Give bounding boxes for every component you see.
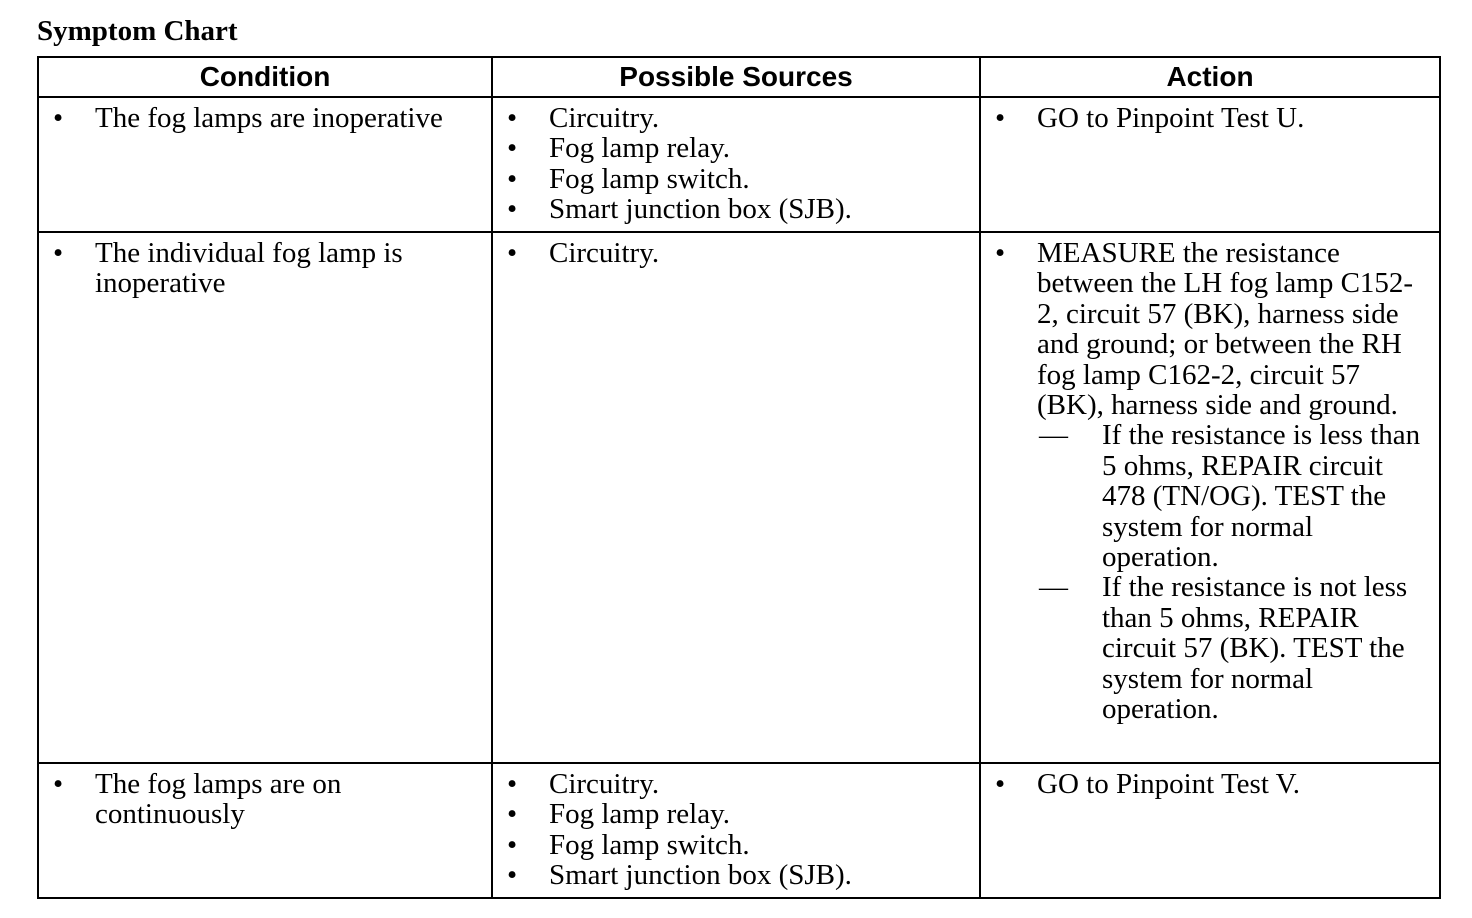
condition-cell	[38, 232, 492, 763]
action-item	[981, 238, 1433, 725]
table-row	[38, 763, 1440, 898]
column-header-action: Action	[980, 57, 1440, 97]
action-cell	[980, 97, 1440, 232]
source-item: • Circuitry.	[493, 238, 973, 268]
sub-action-item: — If the resistance is less than 5 ohms, REPAIR circuit 478 (TN/OG). TEST the system for normal operation.	[1037, 420, 1433, 572]
condition-text: • The fog lamps are inoperative	[39, 103, 485, 133]
sources-cell	[492, 97, 980, 232]
page-title: Symptom Chart	[37, 15, 238, 47]
source-item: • Fog lamp relay.	[493, 133, 973, 163]
action-text: MEASURE the resistance between the LH fog lamp C152-2, circuit 57 (BK), harness side and ground; or between the RH fog lamp C162-2, circuit 57 (BK), harness side and ground.	[1037, 237, 1414, 422]
source-item: • Circuitry.	[493, 103, 973, 133]
table-row	[38, 232, 1440, 763]
action-cell	[980, 763, 1440, 898]
condition-cell	[38, 97, 492, 232]
sub-action-item: — If the resistance is not less than 5 ohms, REPAIR circuit 57 (BK). TEST the system for normal operation.	[1037, 572, 1433, 724]
header-row	[38, 57, 1440, 97]
action-text: • GO to Pinpoint Test U.	[981, 103, 1433, 133]
sources-cell	[492, 763, 980, 898]
condition-text: • The individual fog lamp is inoperative	[39, 238, 485, 299]
source-item: • Fog lamp switch.	[493, 830, 973, 860]
column-header-condition: Condition	[38, 57, 492, 97]
source-item: • Circuitry.	[493, 769, 973, 799]
source-item: • Fog lamp relay.	[493, 799, 973, 829]
source-item: • Smart junction box (SJB).	[493, 860, 973, 890]
table-row	[38, 97, 1440, 232]
condition-cell	[38, 763, 492, 898]
source-item: • Smart junction box (SJB).	[493, 194, 973, 224]
action-cell	[980, 232, 1440, 763]
sources-cell	[492, 232, 980, 763]
condition-text: • The fog lamps are on continuously	[39, 769, 485, 830]
action-text: • GO to Pinpoint Test V.	[981, 769, 1433, 799]
source-item: • Fog lamp switch.	[493, 164, 973, 194]
column-header-possible-sources: Possible Sources	[492, 57, 980, 97]
symptom-chart-table	[37, 56, 1441, 899]
